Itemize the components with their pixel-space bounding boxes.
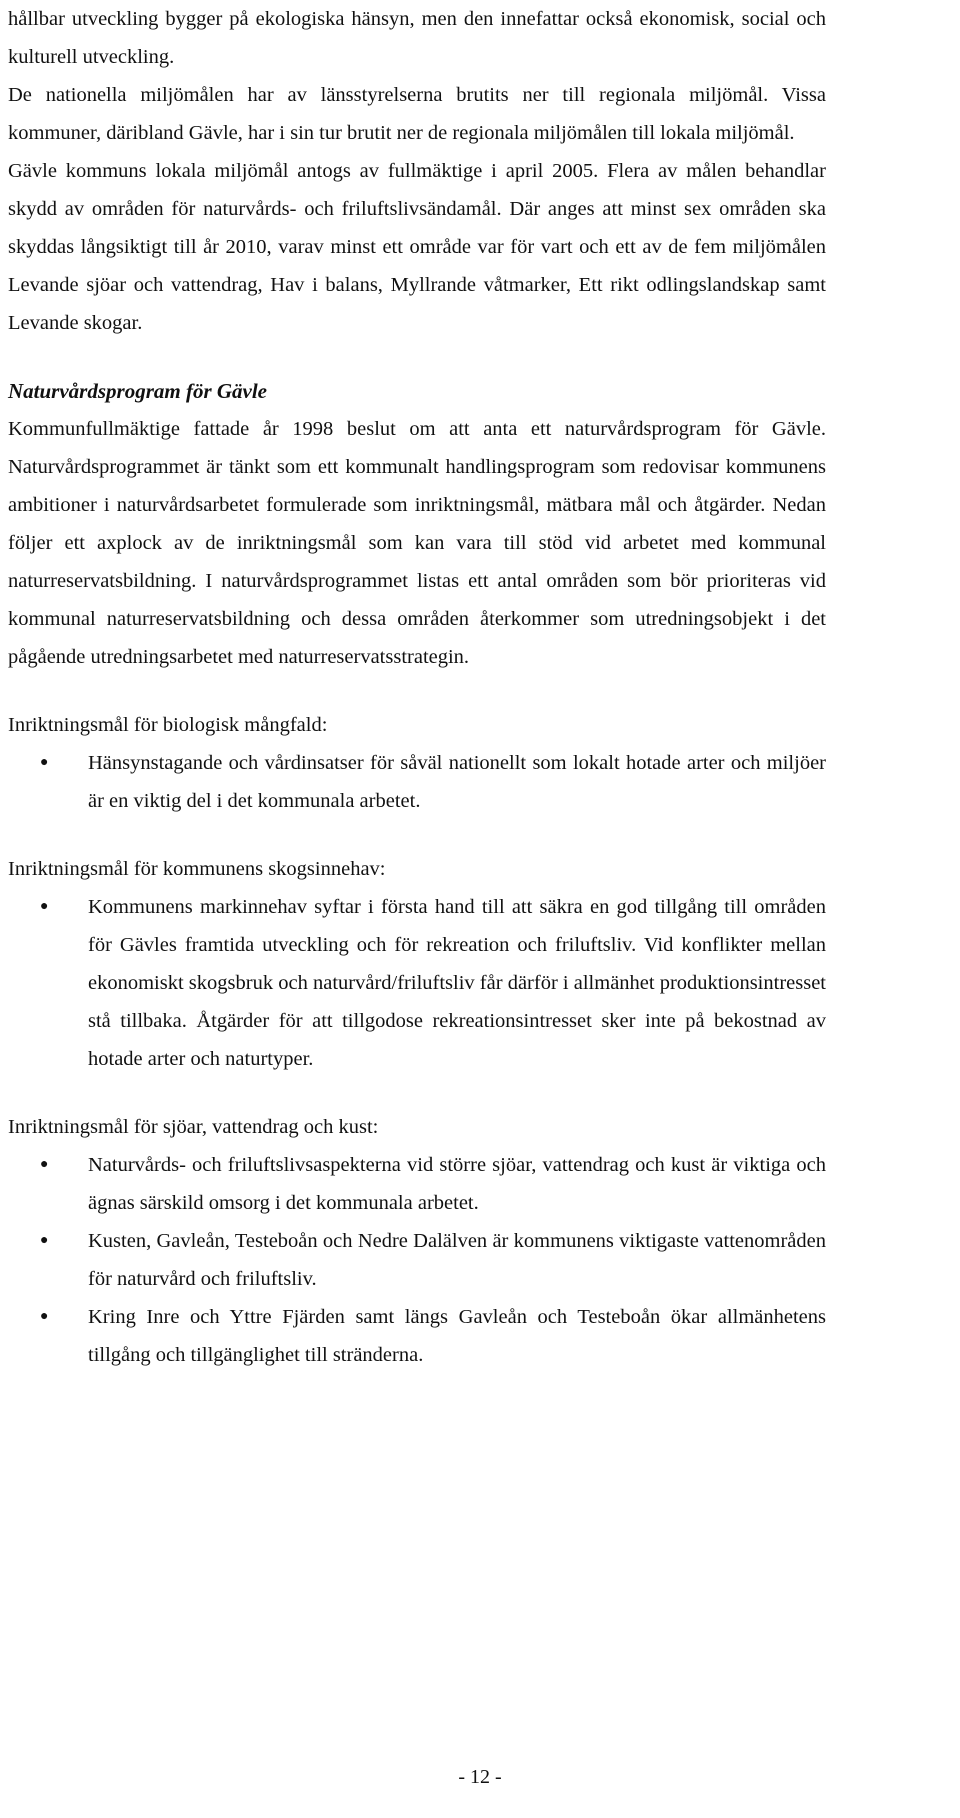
bullet-icon: ● (40, 755, 49, 770)
list-item: ● Kusten, Gavleån, Testeboån och Nedre Dalälven är kommunens viktigaste vattenområden för naturvård och friluftsliv. (8, 1222, 826, 1298)
list-title-forest: Inriktningsmål för kommunens skogsinnehav: (8, 858, 386, 880)
list-title-water: Inriktningsmål för sjöar, vattendrag och kust: (8, 1116, 379, 1138)
paragraph-program: Kommunfullmäktige fattade år 1998 beslut om att anta ett naturvårdsprogram för Gävle. Naturvårdsprogrammet är tänkt som ett kommunalt handlingsprogram som redovisar kommunens ambitioner i naturvårdsarbetet formulerade som inriktningsmål, mätbara mål och åtgärder. Nedan följer ett axplock av de inriktningsmål som kan vara till stöd vid arbetet med kommunal naturreservatsbildning. I naturvårdsprogrammet listas ett antal områden som bör prioriteras vid kommunal naturreservatsbildning och dessa områden återkommer som utredningsobjekt i det pågående utredningsarbetet med naturreservatsstrategin. (8, 418, 826, 668)
list-item: ● Hänsynstagande och vårdinsatser för såväl nationellt som lokalt hotade arter och miljöer är en viktig del i det kommunala arbetet. (8, 744, 826, 820)
list-item: ● Naturvårds- och friluftslivsaspekterna vid större sjöar, vattendrag och kust är viktiga och ägnas särskild omsorg i det kommunala arbetet. (8, 1146, 826, 1222)
bullet-icon: ● (40, 899, 49, 914)
bullet-icon: ● (40, 1157, 49, 1172)
paragraph-sustainability: hållbar utveckling bygger på ekologiska hänsyn, men den innefattar också ekonomisk, social och kulturell utveckling. (8, 8, 826, 68)
list-water (8, 1146, 826, 1374)
section-heading: Naturvårdsprogram för Gävle (8, 379, 268, 403)
list-item: ● Kring Inre och Yttre Fjärden samt längs Gavleån och Testeboån ökar allmänhetens tillgång och tillgänglighet till stränderna. (8, 1298, 826, 1374)
bullet-icon: ● (40, 1233, 49, 1248)
list-biodiversity (8, 744, 826, 820)
bullet-icon: ● (40, 1309, 49, 1324)
paragraph-local-goals: Gävle kommuns lokala miljömål antogs av fullmäktige i april 2005. Flera av målen behandlar skydd av områden för naturvårds- och friluftslivsändamål. Där anges att minst sex områden ska skyddas långsiktigt till år 2010, varav minst ett område var för vart och ett av de fem miljömålen Levande sjöar och vattendrag, Hav i balans, Myllrande våtmarker, Ett rikt odlingslandskap samt Levande skogar. (8, 160, 826, 334)
document-page (8, 0, 826, 1374)
paragraph-national-goals: De nationella miljömålen har av länsstyrelserna brutits ner till regionala miljömål. Vissa kommuner, däribland Gävle, har i sin tur brutit ner de regionala miljömålen till lokala miljömål. (8, 84, 826, 144)
list-item: ● Kommunens markinnehav syftar i första hand till att säkra en god tillgång till områden för Gävles framtida utveckling och för rekreation och friluftsliv. Vid konflikter mellan ekonomiskt skogsbruk och naturvård/friluftsliv får därför i allmänhet produktionsintresset stå tillbaka. Åtgärder för att tillgodose rekreationsintresset sker inte på bekostnad av hotade arter och naturtyper. (8, 888, 826, 1078)
page-number: - 12 - (458, 1766, 502, 1788)
list-title-biodiversity: Inriktningsmål för biologisk mångfald: (8, 714, 328, 736)
list-forest (8, 888, 826, 1078)
